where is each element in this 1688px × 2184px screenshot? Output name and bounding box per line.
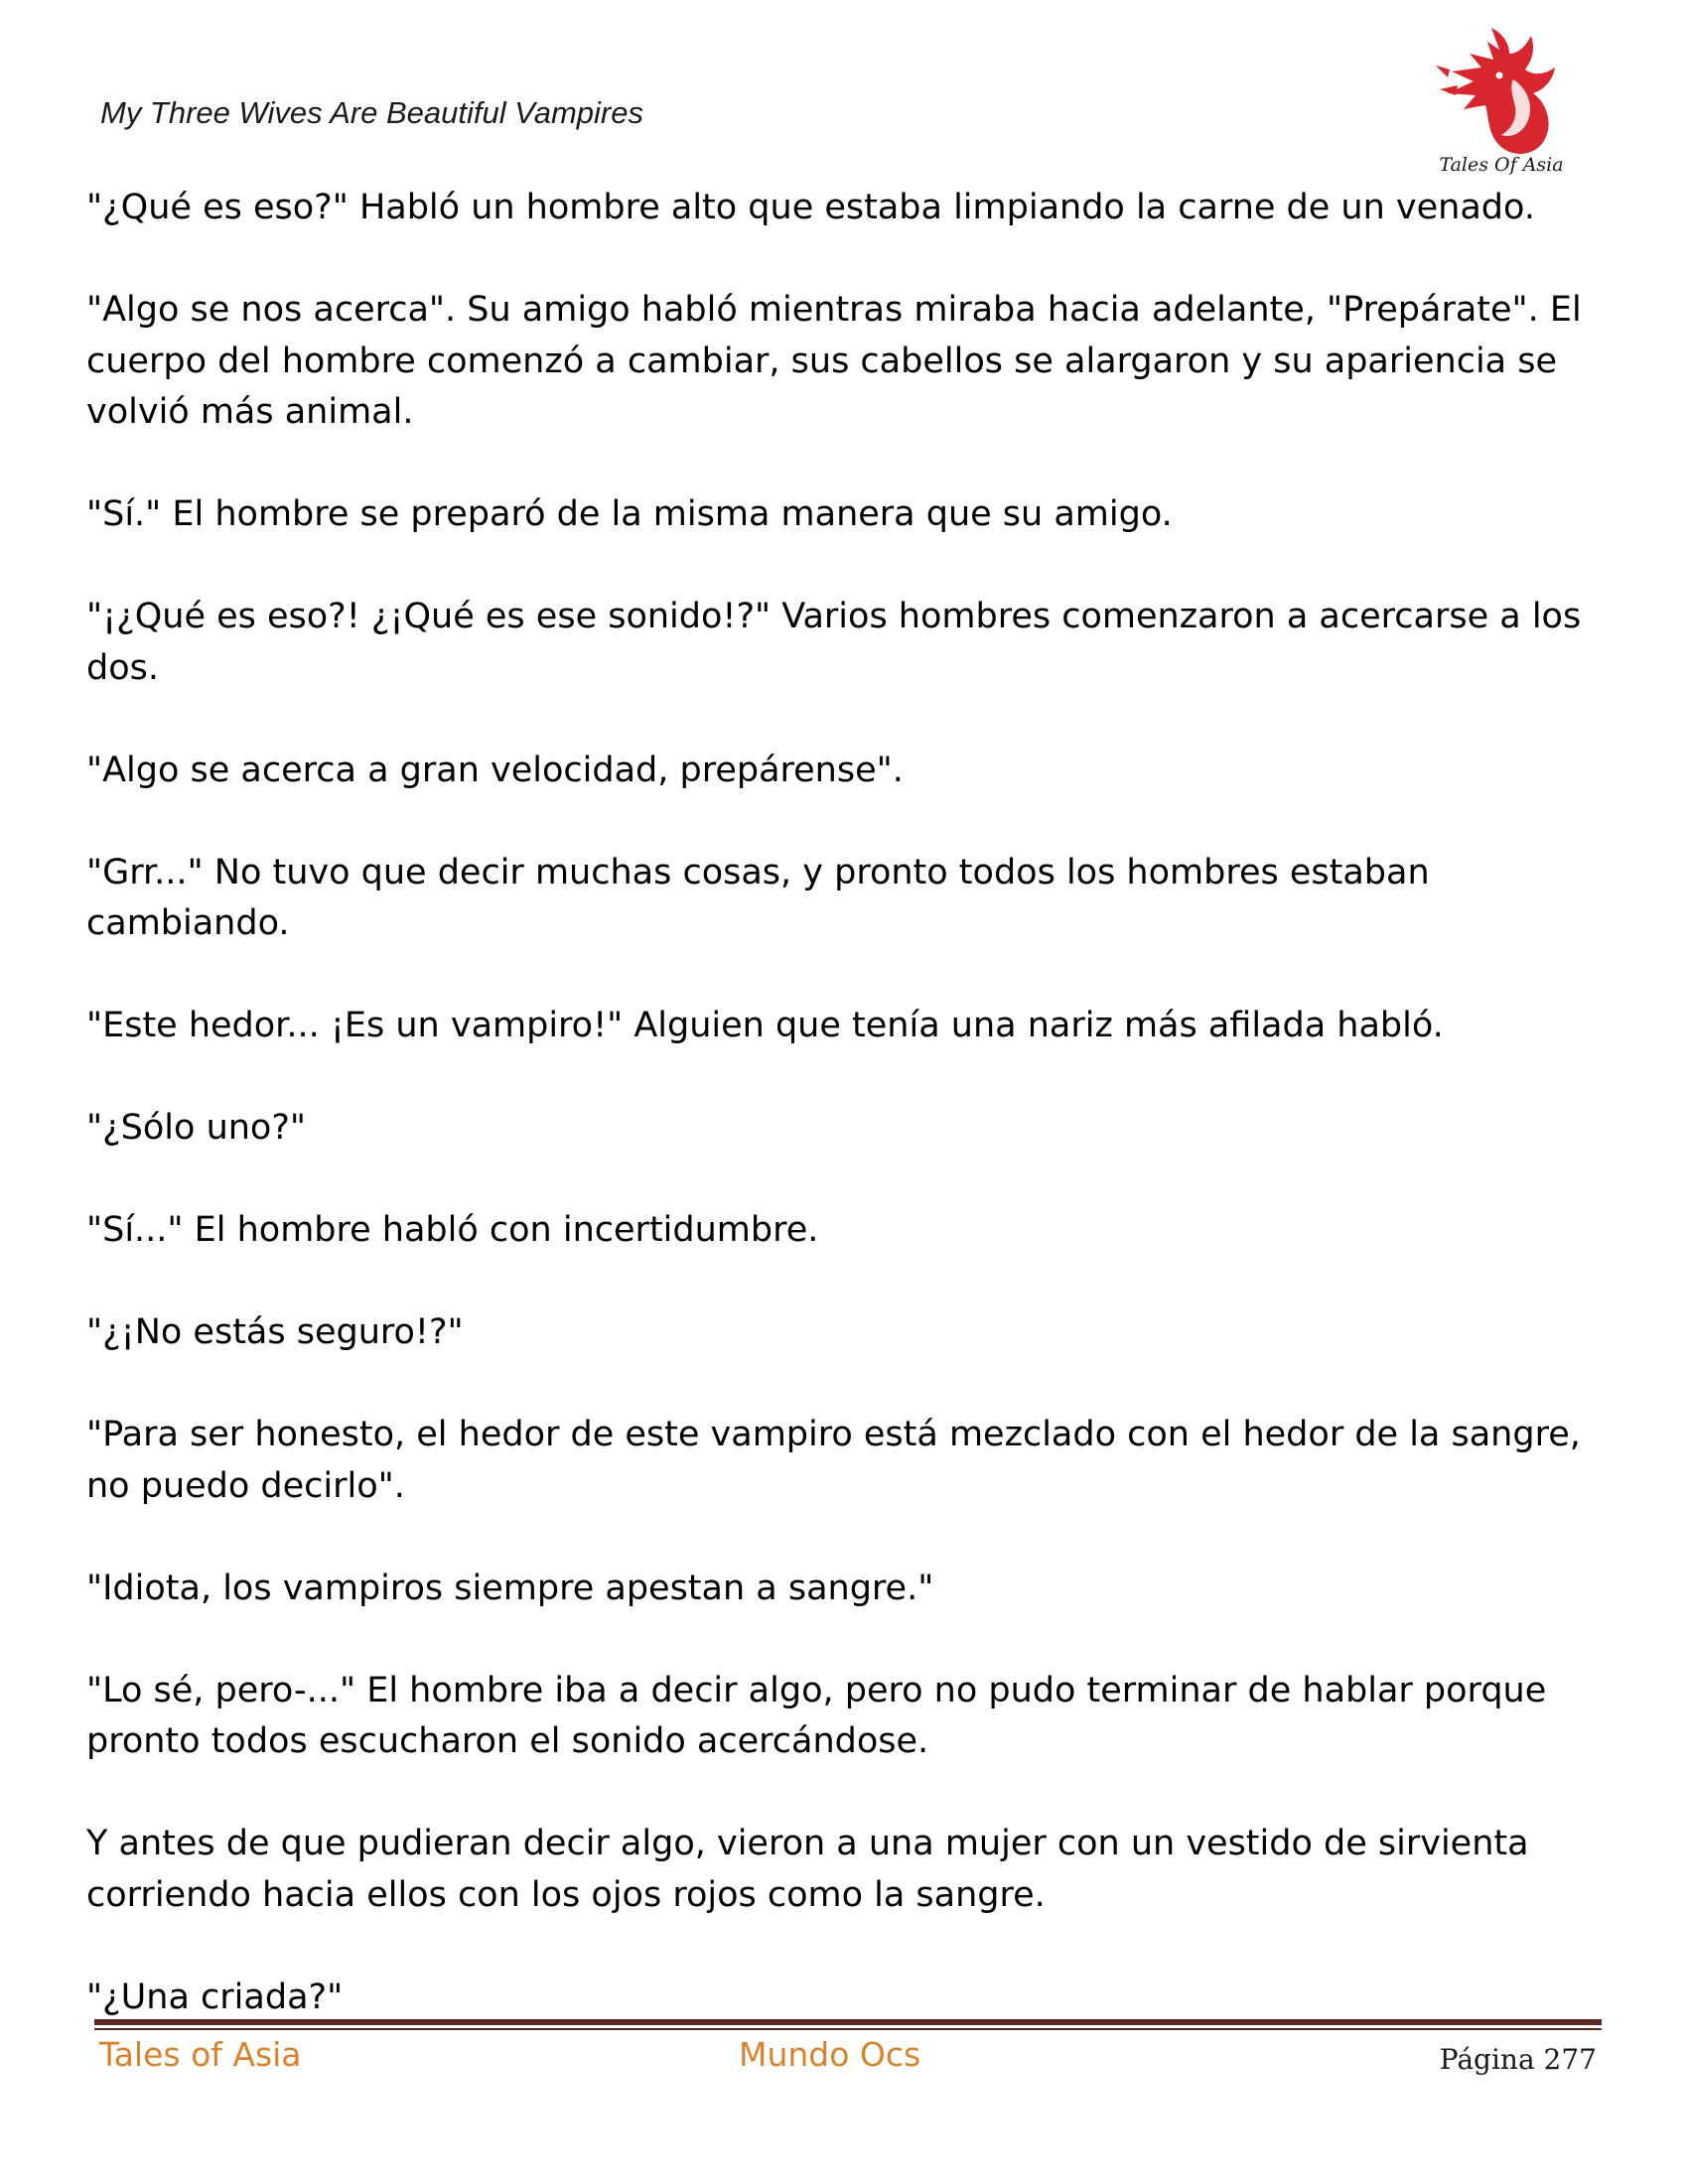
paragraph: "Lo sé, pero-..." El hombre iba a decir algo, pero no pudo terminar de hablar porque pronto todos escucharon el sonido acercándose. — [86, 1670, 1547, 1761]
paragraph: "Grr..." No tuvo que decir muchas cosas, y pronto todos los hombres estaban cambiando. — [86, 852, 1430, 943]
paragraph: "¿Qué es eso?" Habló un hombre alto que estaba limpiando la carne de un venado. — [86, 188, 1535, 227]
footer-group: Mundo Ocs — [739, 2035, 921, 2074]
running-title: My Three Wives Are Beautiful Vampires — [100, 95, 643, 130]
paragraph: "Para ser honesto, el hedor de este vampiro está mezclado con el hedor de la sangre, no puedo decirlo". — [86, 1415, 1581, 1506]
page-number: Página 277 — [1439, 2043, 1597, 2076]
footer-publisher: Tales of Asia — [99, 2035, 302, 2074]
paragraph: "Algo se acerca a gran velocidad, prepárense". — [86, 750, 904, 790]
red-dragon-icon — [1430, 20, 1569, 179]
tales-of-asia-logo — [1430, 20, 1569, 179]
paragraph: "Idiota, los vampiros siempre apestan a sangre." — [86, 1568, 934, 1608]
paragraph: "Algo se nos acerca". Su amigo habló mientras miraba hacia adelante, "Prepárate". El cuerpo del hombre comenzó a cambiar, sus cabellos se alargaron y su apariencia se volvió más animal. — [86, 290, 1582, 432]
footer-rule-thick — [94, 2019, 1602, 2025]
chapter-body — [86, 183, 1606, 2023]
paragraph: Y antes de que pudieran decir algo, vieron a una mujer con un vestido de sirvienta corriendo hacia ellos con los ojos rojos como la sangre. — [86, 1824, 1529, 1915]
footer-rule-thin — [94, 2028, 1602, 2030]
paragraph: "Sí..." El hombre habló con incertidumbre. — [86, 1210, 819, 1250]
paragraph: "¿Sólo uno?" — [86, 1108, 307, 1148]
paragraph: "¿Una criada?" — [86, 1977, 344, 2017]
logo-text: Tales Of Asia — [1439, 154, 1564, 176]
paragraph: "Este hedor... ¡Es un vampiro!" Alguien que tenía una nariz más afilada habló. — [86, 1006, 1444, 1045]
paragraph: "Sí." El hombre se preparó de la misma manera que su amigo. — [86, 494, 1173, 534]
paragraph: "¡¿Qué es eso?! ¿¡Qué es ese sonido!?" Varios hombres comenzaron a acercarse a los dos. — [86, 597, 1582, 688]
paragraph: "¿¡No estás seguro!?" — [86, 1312, 464, 1352]
